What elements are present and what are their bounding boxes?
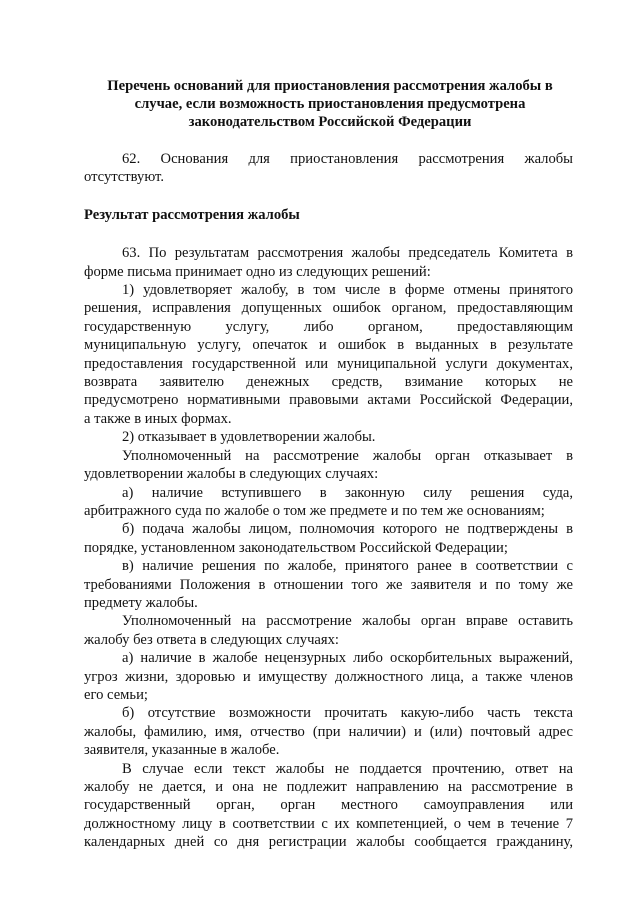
no-answer-case-b [84,704,573,759]
title-line: случае, если возможность приостановления предусмотрена [134,96,526,112]
text-line: б) подача жалобы лицом, полномочия которого не подтверждены в [122,521,573,538]
text-line: 2) отказывает в удовлетворении жалобы. [122,429,376,446]
text-line: форме письма принимает одно из следующих решений: [84,263,431,280]
text-line: государственный орган, орган местного самоуправления или [84,797,573,814]
text-line: календарных дней со дня регистрации жалобы сообщается гражданину, [84,834,573,851]
text-line: его семьи; [84,686,148,703]
text-line: решения, исправления допущенных ошибок органом, предоставляющим [84,300,573,317]
paragraph-63 [84,244,573,281]
title-line: Перечень оснований для приостановления рассмотрения жалобы в [107,78,553,94]
decision-item-2 [84,428,573,446]
text-line: жалобы, фамилию, имя, отчество (при наличии) и (или) почтовый адрес [84,723,573,740]
paragraph-62 [84,150,573,187]
refusal-case-b [84,520,573,557]
text-line: в) наличие решения по жалобе, принятого ранее в соответствии с [122,558,573,575]
text-line: отсутствуют. [84,169,164,186]
no-answer-intro [84,612,573,649]
text-line: предмету жалобы. [84,594,198,611]
text-line: 63. По результатам рассмотрения жалобы председатель Комитета в [122,245,573,262]
text-line: Уполномоченный на рассмотрение жалобы орган отказывает в [122,447,573,464]
text-line: заявителя, указанные в жалобе. [84,742,280,759]
refusal-intro [84,447,573,484]
text-line: 1) удовлетворяет жалобу, в том числе в форме отмены принятого [122,282,573,299]
text-line: порядке, установленном законодательством Российской Федерации; [84,539,508,556]
text-line: предусмотрено нормативными правовыми актами Российской Федерации, [84,392,573,409]
decision-item-1 [84,281,573,428]
text-line: б) отсутствие возможности прочитать какую-либо часть текста [122,705,573,722]
text-line: угроз жизни, здоровью и имуществу должностного лица, а также членов [84,668,573,685]
text-line: жалобу не дается, и она не подлежит направлению на рассмотрение в [84,779,573,795]
text-line: возврата заявителю денежных средств, взимание которых не [84,374,573,391]
title-line: законодательством Российской Федерации [188,114,472,130]
refusal-case-c [84,557,573,612]
no-answer-case-a [84,649,573,704]
text-line: 62. Основания для приостановления рассмотрения жалобы [122,151,573,167]
text-line: жалобу без ответа в следующих случаях: [84,631,339,648]
text-line: удовлетворении жалобы в следующих случаях: [84,466,379,483]
text-line: а также в иных формах. [84,410,232,427]
refusal-case-a [84,484,573,521]
text-line: а) наличие в жалобе нецензурных либо оскорбительных выражений, [122,650,573,667]
document-title [80,77,580,131]
text-line: муниципальную услугу, опечаток и ошибок в выданных в результате [84,337,573,354]
text-line: Уполномоченный на рассмотрение жалобы орган вправе оставить [122,613,573,630]
section-heading: Результат рассмотрения жалобы [84,206,300,223]
text-line: а) наличие вступившего в законную силу решения суда, [122,484,573,501]
text-line: требованиями Положения в отношении того же заявителя и по тому же [84,576,573,593]
text-line: предоставления государственной или муниципальной услуги документах, [84,355,573,372]
unreadable-complaint-paragraph [84,760,573,852]
text-line: должностному лицу в соответствии с их компетенцией, о чем в течение 7 [84,815,573,832]
text-line: арбитражного суда по жалобе о том же предмете и по тем же основаниям; [84,502,545,519]
document-body [84,150,573,852]
text-line: В случае если текст жалобы не поддается прочтению, ответ на [122,760,573,777]
text-line: государственную услугу, либо органом, предоставляющим [84,318,573,335]
